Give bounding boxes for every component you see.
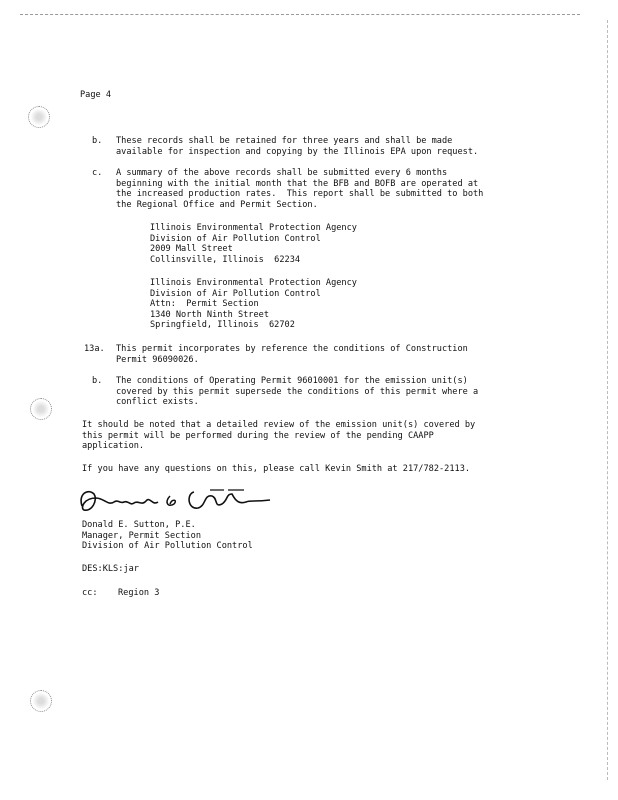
item-b2-line-3: conflict exists.: [116, 397, 199, 408]
item-c-line-1: A summary of the above records shall be submitted every 6 months: [116, 168, 448, 178]
item-c-label: c.: [92, 168, 103, 178]
item-13a-line-1: This permit incorporates by reference the conditions of Construction: [116, 344, 468, 354]
item-b2-line-2: covered by this permit supersede the conditions of this permit where a: [116, 386, 479, 397]
item-b2-line-1: The conditions of Operating Permit 96010001 for the emission unit(s): [116, 376, 468, 386]
item-b-line-2: available for inspection and copying by the Illinois EPA upon request.: [116, 146, 479, 157]
punch-hole-top: [28, 106, 50, 128]
address-2-line-3: Attn: Permit Section: [150, 299, 259, 310]
reference-initials: DES:KLS:jar: [82, 564, 139, 574]
address-2-line-2: Division of Air Pollution Control: [150, 288, 321, 299]
note-line-3: application.: [82, 441, 145, 452]
item-c-line-3: the increased production rates. This report shall be submitted to both: [116, 189, 484, 200]
cc-label: cc:: [82, 588, 98, 598]
signer-title: Manager, Permit Section: [82, 530, 201, 541]
item-b-line-1: These records shall be retained for three years and shall be made: [116, 136, 453, 146]
scan-edge-right: [607, 20, 608, 780]
item-b2-label: b.: [92, 376, 103, 386]
item-c-line-2: beginning with the initial month that the BFB and BOFB are operated at: [116, 178, 479, 189]
address-2-line-5: Springfield, Illinois 62702: [150, 320, 295, 331]
punch-hole-bottom: [30, 690, 52, 712]
punch-hole-middle: [30, 398, 52, 420]
signer-division: Division of Air Pollution Control: [82, 541, 253, 552]
address-2-line-4: 1340 North Ninth Street: [150, 309, 269, 320]
signature-image: [74, 484, 274, 520]
item-b-label: b.: [92, 136, 103, 146]
address-2-line-1: Illinois Environmental Protection Agency: [150, 278, 357, 288]
address-1-line-1: Illinois Environmental Protection Agency: [150, 223, 357, 233]
note-line-1: It should be noted that a detailed review of the emission unit(s) covered by: [82, 420, 476, 430]
cc-value: Region 3: [118, 588, 160, 598]
page-label: Page 4: [80, 90, 112, 100]
address-1-line-4: Collinsville, Illinois 62234: [150, 254, 301, 265]
item-c-line-4: the Regional Office and Permit Section.: [116, 199, 318, 210]
item-13a-label: 13a.: [84, 344, 105, 354]
signer-name: Donald E. Sutton, P.E.: [82, 520, 196, 530]
address-1-line-3: 2009 Mall Street: [150, 244, 233, 255]
contact-line: If you have any questions on this, please call Kevin Smith at 217/782-2113.: [82, 464, 471, 474]
item-13a-line-2: Permit 96090026.: [116, 354, 199, 365]
note-line-2: this permit will be performed during the review of the pending CAAPP: [82, 430, 434, 441]
address-1-line-2: Division of Air Pollution Control: [150, 233, 321, 244]
scan-edge-top: [20, 14, 580, 15]
